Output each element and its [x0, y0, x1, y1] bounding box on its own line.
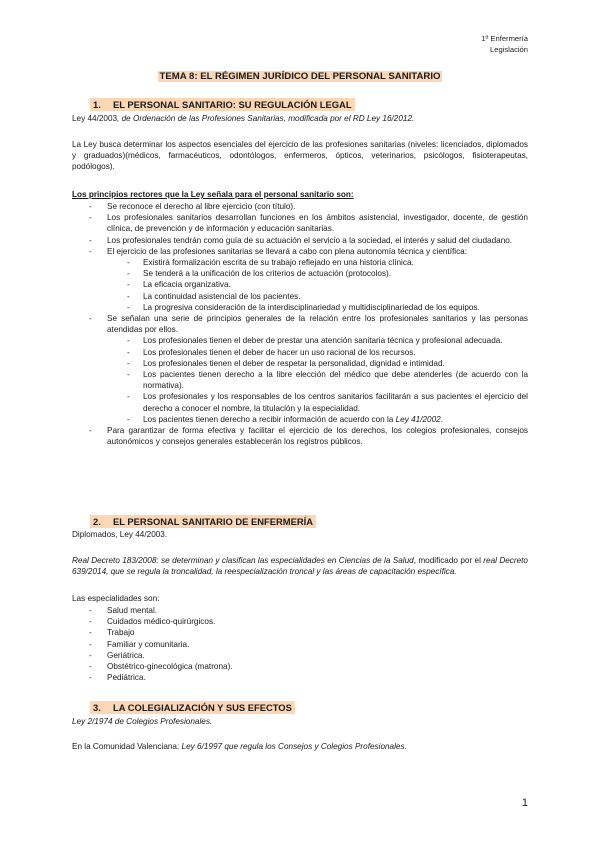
specialties-list	[72, 605, 528, 683]
list-item	[72, 246, 528, 313]
section-3-title: LA COLEGIALIZACIÓN Y SUS EFECTOS	[113, 702, 292, 713]
section-3-number: 3.	[93, 702, 101, 713]
section-2-line: Diplomados, Ley 44/2003.	[72, 530, 168, 539]
sublist-item-end: .	[440, 414, 443, 424]
list-item: - Obstétrico-ginecológica (matrona).	[72, 661, 528, 672]
page-number: 1	[521, 797, 528, 809]
header-subject: Legislación	[490, 45, 528, 54]
list-item: - Trabajo	[72, 627, 528, 638]
sublist-item	[107, 414, 528, 425]
header-course: 1º Enfermería	[481, 34, 528, 43]
sublist-item: - Los profesionales tienen el deber de respetar la personalidad, dignidad e intimidad.	[107, 358, 528, 369]
sublist-item: - Los pacientes tienen derecho a la libre elección del médico que debe atenderles (de acuerdo con la normativa).	[107, 369, 528, 391]
section-2-title: EL PERSONAL SANITARIO DE ENFERMERÍA	[113, 516, 314, 527]
list-item-text: Se señalan una serie de principios generales de la relación entre los profesionales sanitarios y las personas atendidas por ellos.	[107, 314, 528, 335]
rd-connector: , modificado por el	[413, 556, 484, 565]
list-item: - Pediátrica.	[72, 672, 528, 683]
principles-heading: Los principios rectores que la Ley señala para el personal sanitario son:	[72, 190, 354, 199]
list-item: - Salud mental.	[72, 605, 528, 616]
sublist-item: - Se tenderá a la unificación de los criterios de actuación (protocolos).	[107, 268, 528, 279]
law-6-1997: Ley 6/1997 que regula los Consejos y Colegios Profesionales.	[181, 742, 407, 751]
section-1-number: 1.	[93, 99, 101, 110]
list-item: - Familiar y comunitaria.	[72, 639, 528, 650]
list-item: - Se reconoce el derecho al libre ejercicio (con título).	[72, 201, 528, 212]
document-title	[0, 71, 600, 82]
law-44-2003: Ley 44/2003	[72, 114, 118, 123]
autonomy-sublist	[107, 257, 528, 313]
page-header	[481, 33, 528, 55]
sublist-item: - Los profesionales y los responsables de los centros sanitarios facilitarán a sus pacientes el ejercicio del derecho a conocer el nombre, la titulación y la especialidad.	[107, 391, 528, 413]
law-41-2002: Ley 41/2002	[395, 414, 441, 424]
rd-183-2008: Real Decreto 183/2008: se determinan y clasifican las especialidades en Ciencias de la Salud	[72, 556, 414, 565]
rd-639-2014: real Decreto 639/2014, que se regula la troncalidad, la reespecialización troncal y las áreas de capacitación específica.	[72, 556, 528, 577]
valencia-paragraph	[72, 741, 528, 752]
list-item: - Para garantizar de forma efectiva y facilitar el ejercicio de los derechos, los colegios profesionales, consejos autonómicos y consejos generales establecerán los registros públicos.	[72, 425, 528, 447]
valencia-label: En la Comunidad Valenciana:	[72, 742, 182, 751]
law-2-1974: Ley 2/1974 de Colegios Profesionales.	[72, 717, 213, 726]
sublist-item: - La continuidad asistencial de los pacientes.	[107, 291, 528, 302]
list-item: - Los profesionales sanitarios desarrollan funciones en los ámbitos asistencial, investigador, docente, de gestión clínica, de prevención y de información y educación sanitarias.	[72, 212, 528, 234]
document-title-text: TEMA 8: EL RÉGIMEN JURÍDICO DEL PERSONAL SANITARIO	[159, 71, 441, 82]
list-item-text: El ejercicio de las profesiones sanitarias se llevará a cabo con plena autonomía técnica y científica:	[107, 246, 467, 256]
list-item	[72, 313, 528, 425]
list-item: - Geriátrica.	[72, 650, 528, 661]
list-item: - Cuidados médico-quirúrgicos.	[72, 616, 528, 627]
section-2-heading	[90, 516, 316, 528]
sublist-item: - La eficacia organizativa.	[107, 279, 528, 290]
section-1-paragraph: La Ley busca determinar los aspectos esenciales del ejercicio de las profesiones sanitarias (niveles: licenciados, diplomados y graduados)(médicos, farmacéuticos, odontólogos, enfermeros, ópticos, veterinarios, psicólogos, fisioterapeutas, podólogos).	[72, 140, 528, 172]
relations-sublist	[107, 335, 528, 425]
law-description: , de Ordenación de las Profesiones Sanitarias, modificada por el RD Ley 16/2012.	[117, 114, 415, 123]
sublist-item: - Existirá formalización escrita de su trabajo reflejado en una historia clínica.	[107, 257, 528, 268]
list-item: - Los profesionales tendrán como guía de su actuación el servicio a la sociedad, el interés y salud del ciudadano.	[72, 235, 528, 246]
section-3-heading	[90, 702, 295, 714]
sublist-item: - Los profesionales tienen el deber de hacer un uso racional de los recursos.	[107, 347, 528, 358]
section-1-heading	[90, 99, 355, 111]
sublist-item: - Los profesionales tienen el deber de prestar una atención sanitaria técnica y profesional adecuada.	[107, 335, 528, 346]
section-2-number: 2.	[93, 516, 101, 527]
principles-list	[72, 201, 528, 447]
real-decreto-paragraph	[72, 555, 528, 577]
section-1-law	[72, 113, 528, 124]
sublist-item: - La progresiva consideración de la interdisciplinariedad y multidisciplinariedad de los equipos.	[107, 302, 528, 313]
section-1-title: EL PERSONAL SANITARIO: SU REGULACIÓN LEGAL	[113, 99, 352, 110]
sublist-item-text: Los pacientes tienen derecho a recibir información de acuerdo con la	[143, 414, 396, 424]
specialties-intro: Las especialidades son:	[72, 594, 160, 603]
